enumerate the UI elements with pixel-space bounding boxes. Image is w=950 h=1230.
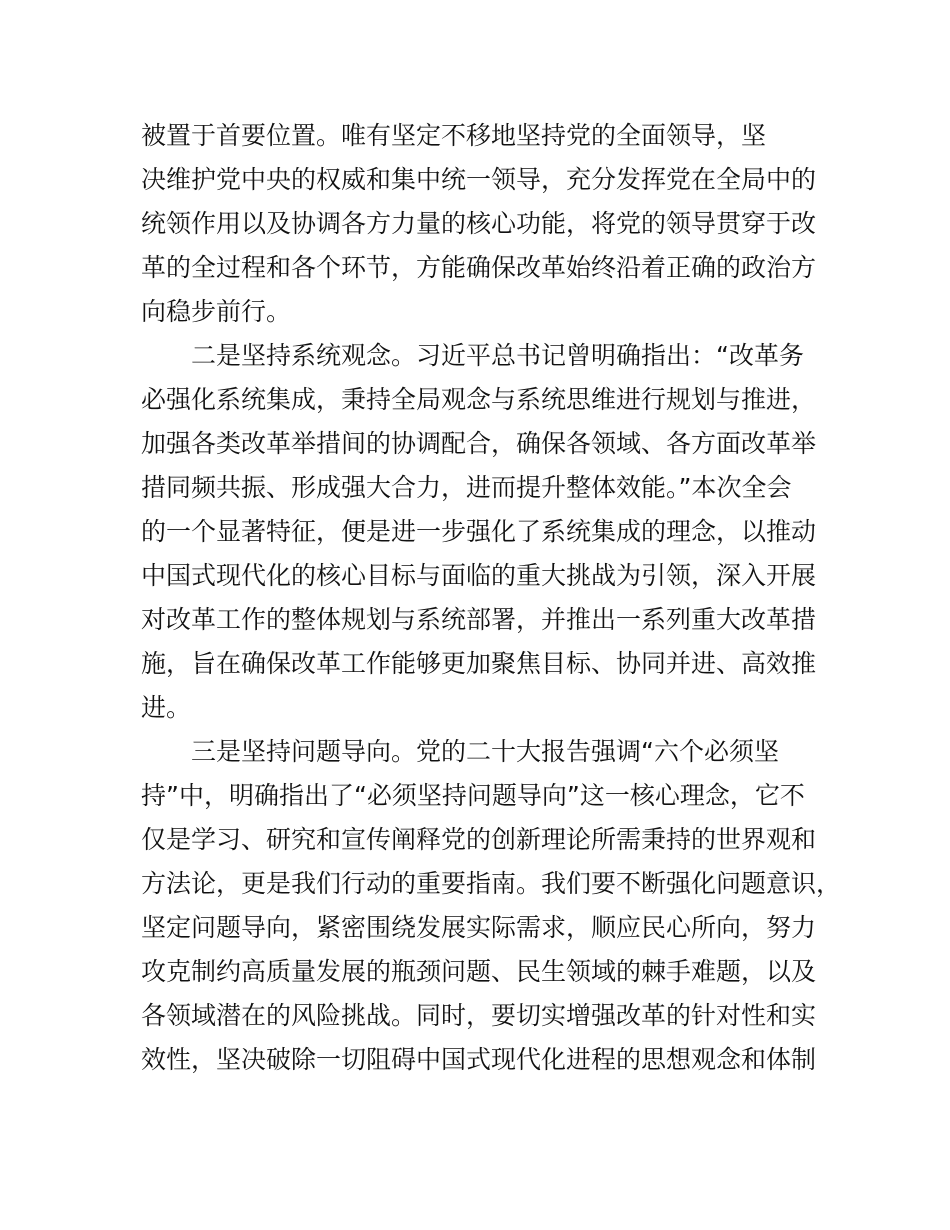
text-line: 决维护党中央的权威和集中统一领导，充分发挥党在全局中的 <box>141 165 817 194</box>
text-line: 的一个显著特征，便是进一步强化了系统集成的理念，以推动 <box>141 517 817 546</box>
text-line: 攻克制约高质量发展的瓶颈问题、民生领域的棘手难题，以及 <box>141 957 817 986</box>
text-line: 仅是学习、研究和宣传阐释党的创新理论所需秉持的世界观和 <box>141 825 817 854</box>
text-line: 二是坚持系统观念。习近平总书记曾明确指出：“改革务 <box>191 341 804 370</box>
text-line: 措同频共振、形成强大合力，进而提升整体效能。”本次全会 <box>141 473 792 502</box>
paragraph-3 <box>141 730 841 1082</box>
paragraph-1 <box>141 114 841 334</box>
document-body <box>141 114 841 1082</box>
text-line: 加强各类改革举措间的协调配合，确保各领域、各方面改革举 <box>141 429 817 458</box>
text-line: 必强化系统集成，秉持全局观念与系统思维进行规划与推进， <box>141 385 817 414</box>
text-line: 坚定问题导向，紧密围绕发展实际需求，顺应民心所向，努力 <box>141 913 817 942</box>
text-line: 施，旨在确保改革工作能够更加聚焦目标、协同并进、高效推 <box>141 649 817 678</box>
text-line: 统领作用以及协调各方力量的核心功能，将党的领导贯穿于改 <box>141 209 817 238</box>
text-line: 中国式现代化的核心目标与面临的重大挑战为引领，深入开展 <box>141 561 817 590</box>
text-line: 被置于首要位置。唯有坚定不移地坚持党的全面领导，坚 <box>141 121 767 150</box>
text-line: 方法论，更是我们行动的重要指南。我们要不断强化问题意识， <box>141 869 842 898</box>
text-line: 三是坚持问题导向。党的二十大报告强调“六个必须坚 <box>191 737 779 766</box>
text-line: 效性，坚决破除一切阻碍中国式现代化进程的思想观念和体制 <box>141 1045 817 1074</box>
paragraph-2 <box>141 334 841 730</box>
text-line: 向稳步前行。 <box>141 297 292 326</box>
text-line: 持”中，明确指出了“必须坚持问题导向”这一核心理念，它不 <box>141 781 805 810</box>
text-line: 对改革工作的整体规划与系统部署，并推出一系列重大改革措 <box>141 605 817 634</box>
text-line: 革的全过程和各个环节，方能确保改革始终沿着正确的政治方 <box>141 253 817 282</box>
text-line: 各领域潜在的风险挑战。同时，要切实增强改革的针对性和实 <box>141 1001 817 1030</box>
text-line: 进。 <box>141 693 192 722</box>
